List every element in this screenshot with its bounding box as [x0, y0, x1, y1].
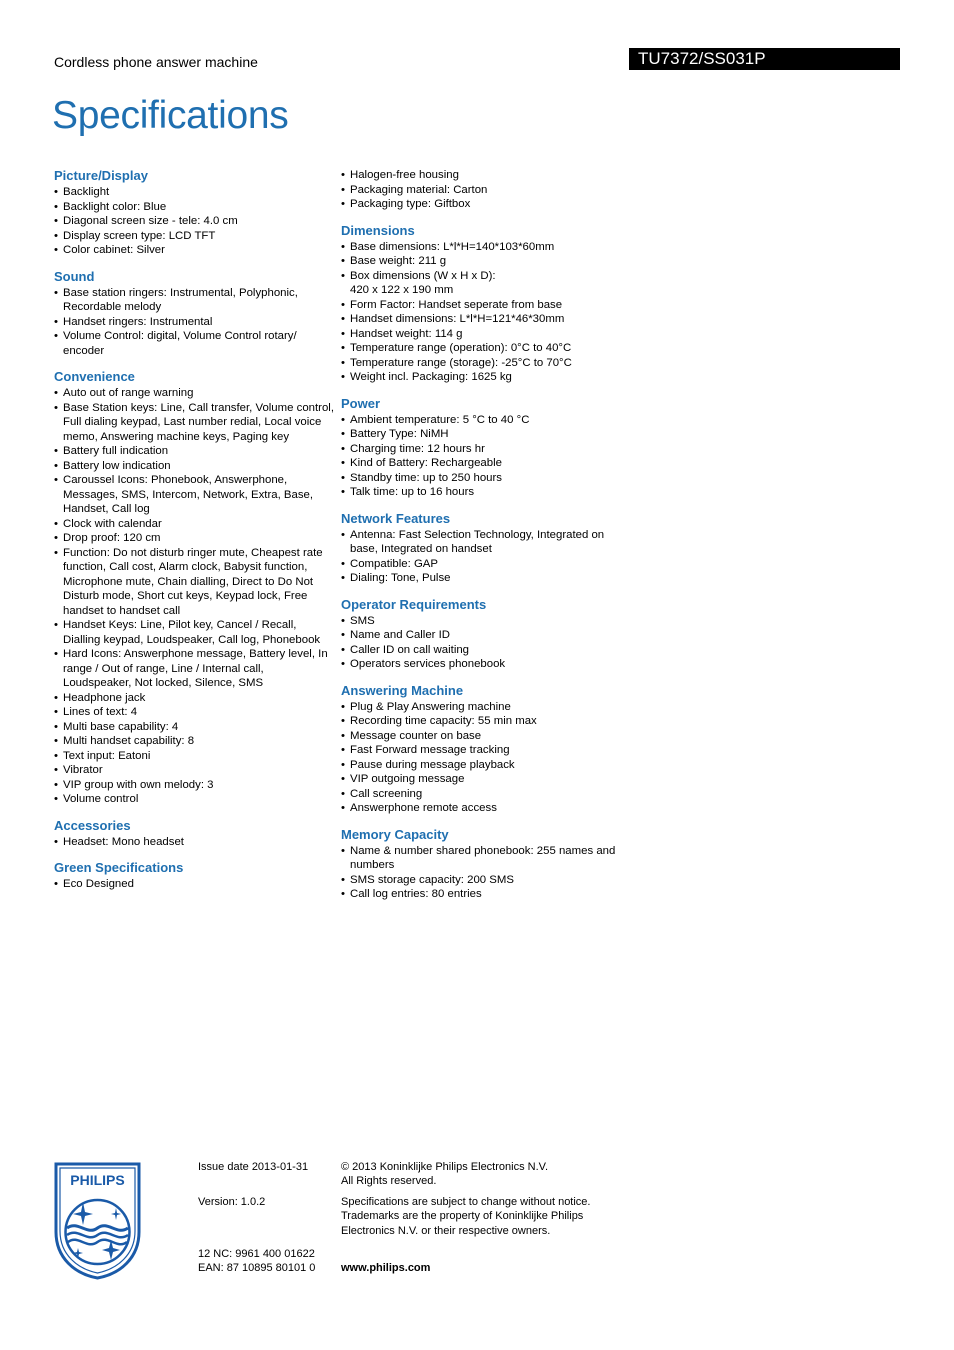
spec-column-left — [54, 168, 334, 903]
spec-item: • Box dimensions (W x H x D): — [341, 269, 621, 284]
spec-item: • Answerphone remote access — [341, 801, 621, 816]
spec-item: • Clock with calendar — [54, 517, 334, 532]
spec-item: • Eco Designed — [54, 877, 334, 892]
spec-section — [341, 396, 621, 500]
spec-item: • SMS — [341, 614, 621, 629]
spec-item: • Packaging type: Giftbox — [341, 197, 621, 212]
spec-item: • Handset Keys: Line, Pilot key, Cancel / Recall, Dialling keypad, Loudspeaker, Call log, Phonebook — [54, 618, 334, 647]
spec-item: • Display screen type: LCD TFT — [54, 229, 334, 244]
spec-list — [341, 614, 621, 672]
spec-item: • Diagonal screen size - tele: 4.0 cm — [54, 214, 334, 229]
spec-item: • Talk time: up to 16 hours — [341, 485, 621, 500]
model-number-banner: TU7372/SS031P — [629, 48, 900, 70]
spec-list — [341, 700, 621, 816]
spec-section — [54, 168, 334, 258]
spec-item: • Hard Icons: Answerphone message, Battery level, In range / Out of range, Line / Internal call, Loudspeaker, Not locked, Silence, SMS — [54, 647, 334, 691]
spec-item: • Operators services phonebook — [341, 657, 621, 672]
ean-code: EAN: 87 10895 80101 0 — [198, 1262, 316, 1274]
spec-section — [341, 683, 621, 816]
spec-item: • Weight incl. Packaging: 1625 kg — [341, 370, 621, 385]
spec-item: • Form Factor: Handset seperate from base — [341, 298, 621, 313]
spec-list — [54, 835, 334, 850]
spec-section-continued — [341, 168, 621, 212]
spec-item: • Antenna: Fast Selection Technology, Integrated on base, Integrated on handset — [341, 528, 621, 557]
spec-item: • Call log entries: 80 entries — [341, 887, 621, 902]
section-heading: Green Specifications — [54, 860, 184, 875]
spec-list — [54, 386, 334, 807]
spec-item: • SMS storage capacity: 200 SMS — [341, 873, 621, 888]
spec-list — [341, 413, 621, 500]
spec-item: • Base dimensions: L*l*H=140*103*60mm — [341, 240, 621, 255]
copyright-line-2: All Rights reserved. — [341, 1175, 437, 1187]
spec-item: • Kind of Battery: Rechargeable — [341, 456, 621, 471]
spec-list — [54, 185, 334, 258]
spec-item: • Multi base capability: 4 — [54, 720, 334, 735]
spec-item: • Backlight color: Blue — [54, 200, 334, 215]
spec-list — [341, 168, 621, 212]
spec-item: • Text input: Eatoni — [54, 749, 334, 764]
spec-item: • Name & number shared phonebook: 255 names and numbers — [341, 844, 621, 873]
spec-item: • Call screening — [341, 787, 621, 802]
spec-column-middle — [341, 168, 621, 913]
spec-item: • Handset ringers: Instrumental — [54, 315, 334, 330]
section-heading: Network Features — [341, 510, 451, 526]
spec-section — [341, 223, 621, 385]
section-heading: Sound — [54, 268, 95, 284]
spec-item: • Halogen-free housing — [341, 168, 621, 183]
spec-item: • Lines of text: 4 — [54, 705, 334, 720]
spec-item: • Charging time: 12 hours hr — [341, 442, 621, 457]
spec-item: • Standby time: up to 250 hours — [341, 471, 621, 486]
spec-item: • Packaging material: Carton — [341, 183, 621, 198]
spec-item: • Pause during message playback — [341, 758, 621, 773]
spec-item: • Recording time capacity: 55 min max — [341, 714, 621, 729]
spec-item: • Handset weight: 114 g — [341, 327, 621, 342]
section-heading: Power — [341, 395, 381, 411]
spec-section — [54, 269, 334, 359]
spec-section — [54, 369, 334, 807]
spec-item: 420 x 122 x 190 mm — [350, 284, 454, 296]
spec-item: • Function: Do not disturb ringer mute, Cheapest rate function, Call cost, Alarm clock, Babysit function, Microphone mute, Chain dialling, Direct to Do Not Disturb mode, Short cut keys, Keypad lock, Free handset to handset call — [54, 546, 334, 619]
spec-item: • Backlight — [54, 185, 334, 200]
spec-list — [54, 286, 334, 359]
spec-section — [341, 827, 621, 902]
spec-list — [341, 844, 621, 902]
spec-list — [54, 877, 334, 892]
spec-section — [54, 860, 334, 892]
spec-item: • Ambient temperature: 5 °C to 40 °C — [341, 413, 621, 428]
spec-item: • Name and Caller ID — [341, 628, 621, 643]
spec-list — [341, 240, 621, 385]
version: Version: 1.0.2 — [198, 1196, 266, 1208]
section-heading: Accessories — [54, 817, 131, 833]
spec-item: • Temperature range (storage): -25°C to 70°C — [341, 356, 621, 371]
spec-item: • Multi handset capability: 8 — [54, 734, 334, 749]
spec-item: • Dialing: Tone, Pulse — [341, 571, 621, 586]
spec-item: • Handset dimensions: L*l*H=121*46*30mm — [341, 312, 621, 327]
spec-item: • Color cabinet: Silver — [54, 243, 334, 258]
spec-item: • Volume control — [54, 792, 334, 807]
spec-item: • Battery low indication — [54, 459, 334, 474]
spec-item: • Vibrator — [54, 763, 334, 778]
spec-item: • Auto out of range warning — [54, 386, 334, 401]
spec-item: • Headset: Mono headset — [54, 835, 334, 850]
issue-date: Issue date 2013-01-31 — [198, 1161, 309, 1173]
logo-wordmark: PHILIPS — [70, 1172, 125, 1188]
spec-section — [54, 818, 334, 850]
section-heading: Dimensions — [341, 222, 415, 238]
spec-list — [341, 528, 621, 586]
copyright-line-1: © 2013 Koninklijke Philips Electronics N.V. — [341, 1161, 549, 1173]
spec-item: • Compatible: GAP — [341, 557, 621, 572]
spec-item: • Plug & Play Answering machine — [341, 700, 621, 715]
spec-item: • Caroussel Icons: Phonebook, Answerphone, Messages, SMS, Intercom, Network, Extra, Base, Handset, Call log — [54, 473, 334, 517]
spec-section — [341, 511, 621, 586]
section-heading: Convenience — [54, 369, 135, 384]
spec-item: • Volume Control: digital, Volume Control rotary/ encoder — [54, 329, 334, 358]
document-subtitle: Cordless phone answer machine — [54, 54, 258, 70]
spec-item: • VIP outgoing message — [341, 772, 621, 787]
notice-line-3: Electronics N.V. or their respective owners. — [341, 1225, 551, 1237]
spec-item: • Battery Type: NiMH — [341, 427, 621, 442]
spec-item: • Base weight: 211 g — [341, 254, 621, 269]
nc-code: 12 NC: 9961 400 01622 — [198, 1248, 315, 1260]
spec-item: • Headphone jack — [54, 691, 334, 706]
notice-line-1: Specifications are subject to change without notice. — [341, 1196, 591, 1208]
spec-item: • Message counter on base — [341, 729, 621, 744]
website-link[interactable]: www.philips.com — [341, 1262, 431, 1274]
spec-item: • Base station ringers: Instrumental, Polyphonic, Recordable melody — [54, 286, 334, 315]
section-heading: Answering Machine — [341, 682, 464, 698]
spec-item: • Fast Forward message tracking — [341, 743, 621, 758]
spec-item: • Caller ID on call waiting — [341, 643, 621, 658]
spec-item: • Drop proof: 120 cm — [54, 531, 334, 546]
page-title: Specifications — [52, 94, 289, 137]
philips-logo — [54, 1162, 141, 1280]
notice-line-2: Trademarks are the property of Koninklijke Philips — [341, 1210, 584, 1222]
spec-section — [341, 597, 621, 672]
spec-item: • Base Station keys: Line, Call transfer, Volume control, Full dialing keypad, Last number redial, Local voice memo, Answering machine keys, Paging key — [54, 401, 334, 445]
section-heading: Operator Requirements — [341, 596, 487, 612]
section-heading: Memory Capacity — [341, 826, 449, 842]
spec-item: • VIP group with own melody: 3 — [54, 778, 334, 793]
spec-item: • Battery full indication — [54, 444, 334, 459]
spec-item: • Temperature range (operation): 0°C to 40°C — [341, 341, 621, 356]
section-heading: Picture/Display — [54, 168, 148, 183]
